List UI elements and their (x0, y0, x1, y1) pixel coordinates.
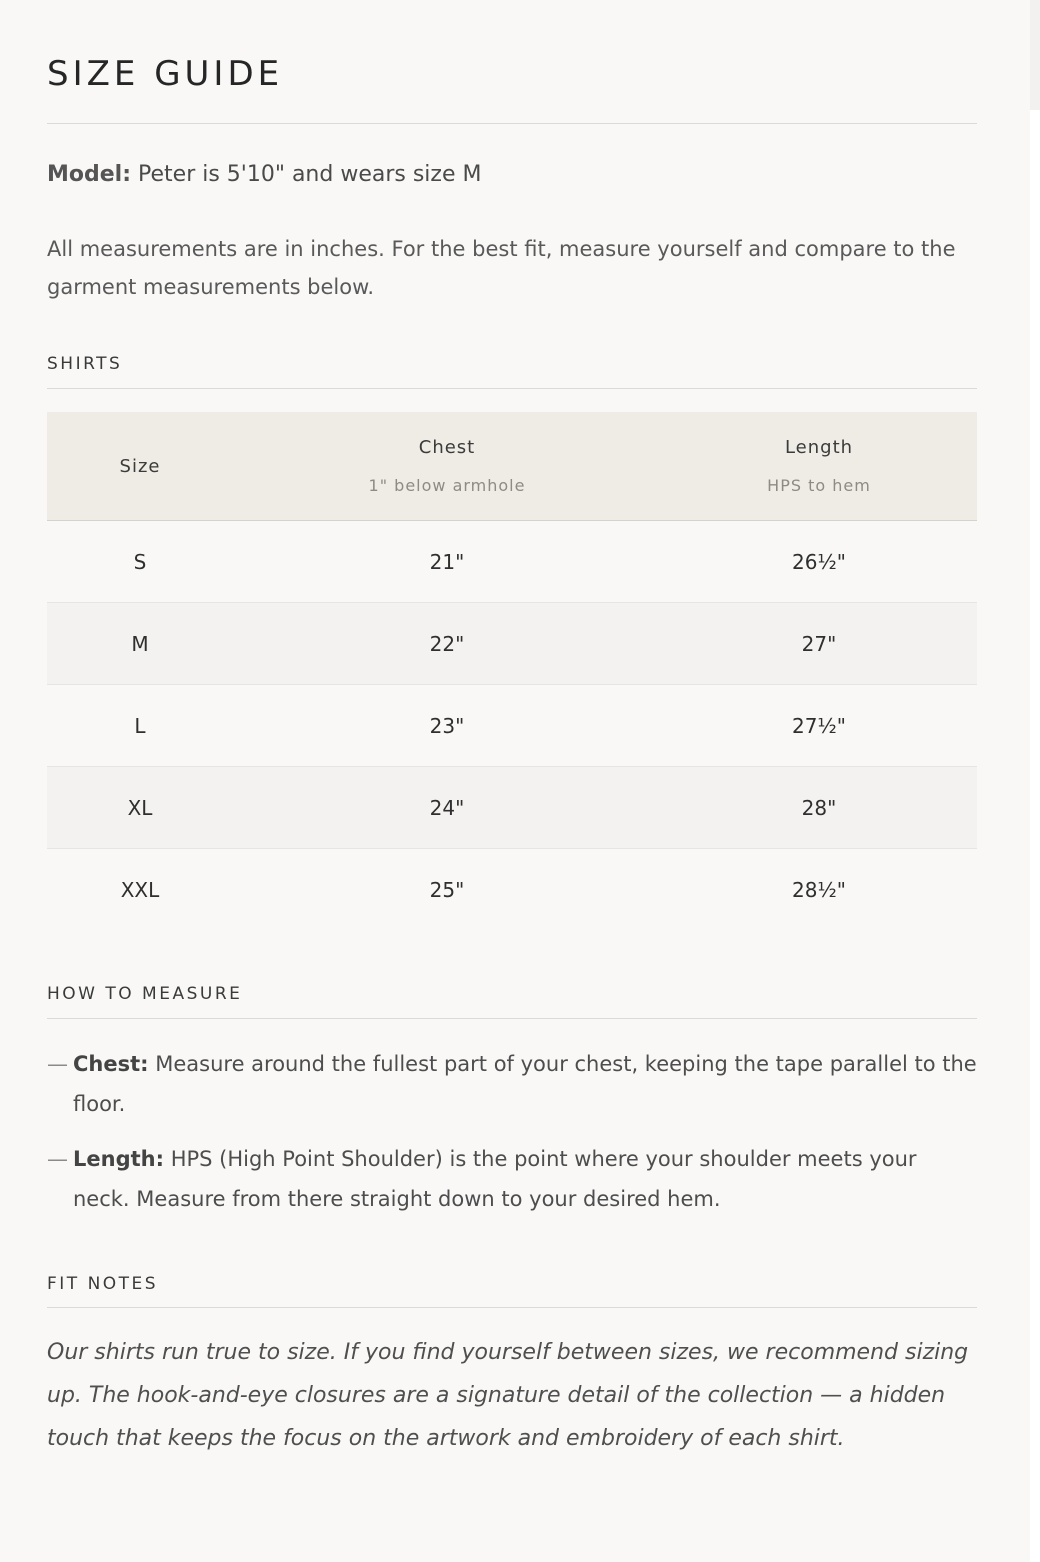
shirts-heading: SHIRTS (47, 354, 123, 374)
column-label: Length (784, 437, 854, 458)
model-label: Model: (47, 162, 132, 187)
dash-bullet: — (47, 1147, 68, 1171)
chest-cell: 22" (233, 603, 661, 685)
measure-text: HPS (High Point Shoulder) is the point where your shoulder meets your neck. Measure from there straight down to your desired hem. (73, 1147, 917, 1211)
list-item (47, 1044, 977, 1124)
chest-cell: 25" (429, 877, 465, 902)
fit-notes-text: Our shirts run true to size. If you find yourself between sizes, we recommend sizing up. The hook-and-eye closures are a signature detail of the collection — a hidden touch that keeps the focus on the artwork and embroidery of each shirt. (47, 1340, 969, 1451)
chest-cell: 24" (233, 767, 661, 849)
size-table (47, 412, 977, 930)
fit-notes-heading: FIT NOTES (47, 1274, 159, 1294)
size-cell: L (47, 685, 233, 767)
how-to-measure-heading: HOW TO MEASURE (47, 984, 243, 1004)
length-cell: 27" (661, 603, 977, 685)
column-sublabel: HPS to hem (767, 476, 871, 495)
how-to-measure-divider (47, 1018, 977, 1019)
table-row (47, 849, 977, 931)
scrollbar-track[interactable] (1030, 110, 1040, 1562)
title-divider (47, 123, 977, 124)
dash-bullet: — (47, 1052, 68, 1076)
table-row (47, 767, 977, 849)
model-text: Peter is 5'10" and wears size M (138, 162, 482, 187)
measure-label: Length: (73, 1147, 164, 1171)
column-label: Chest (418, 437, 476, 458)
table-row (47, 685, 977, 767)
measure-list (47, 1044, 977, 1234)
measure-text: Measure around the fullest part of your chest, keeping the tape parallel to the floor. (73, 1052, 977, 1116)
length-cell: 26½" (661, 521, 977, 603)
model-info (47, 162, 481, 187)
size-cell: XXL (120, 877, 160, 902)
column-header-length (661, 412, 977, 521)
fit-notes-divider (47, 1307, 977, 1308)
side-panel-edge (1030, 0, 1040, 110)
table-row (47, 521, 977, 603)
size-cell: S (47, 521, 233, 603)
length-cell: 28½" (791, 877, 847, 902)
length-cell: 28" (661, 767, 977, 849)
table-header-row (47, 412, 977, 521)
size-cell: XL (47, 767, 233, 849)
length-cell: 27½" (661, 685, 977, 767)
column-header-size (47, 412, 233, 521)
intro-text: All measurements are in inches. For the best fit, measure yourself and compare to the garment measurements below. (47, 237, 956, 299)
size-cell: M (47, 603, 233, 685)
chest-cell: 21" (233, 521, 661, 603)
column-sublabel: 1" below armhole (368, 476, 526, 495)
chest-cell: 23" (233, 685, 661, 767)
page-title: SIZE GUIDE (47, 54, 284, 94)
column-header-chest (233, 412, 661, 521)
table-row (47, 603, 977, 685)
list-item (47, 1139, 977, 1219)
shirts-divider (47, 388, 977, 389)
measure-label: Chest: (73, 1052, 149, 1076)
column-label: Size (119, 455, 161, 477)
